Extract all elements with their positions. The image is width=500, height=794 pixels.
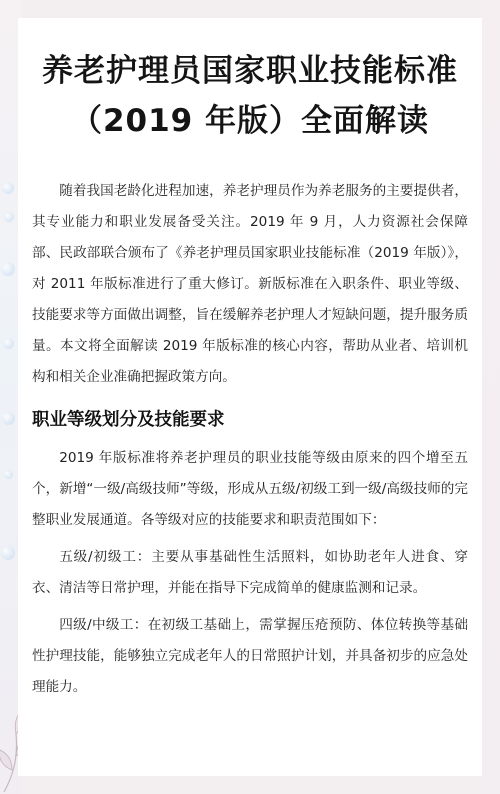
decorative-bubble (1, 546, 15, 560)
section-paragraph-3: 四级/中级工：在初级工基础上，需掌握压疮预防、体位转换等基础性护理技能，能够独立完成老年人的日常照护计划，并具备初步的应急处理能力。 (32, 617, 468, 695)
right-background-strip (480, 0, 500, 794)
intro-paragraph: 随着我国老龄化进程加速，养老护理员作为养老服务的主要提供者，其专业能力和职业发展备受关注。2019 年 9 月，人力资源社会保障部、民政部联合颁布了《养老护理员国家职业技能标准（2019 年版）》，对 2011 年版标准进行了重大修订。新版标准在入职条件、职业等级、技能要求等方面做出调整，旨在缓解养老护理人才短缺问题，提升服务质量。本文将全面解读 2019 年版标准的核心内容，帮助从业者、培训机构和相关企业准确把握政策方向。 (32, 183, 468, 385)
section-paragraph-2: 五级/初级工：主要从事基础性生活照料，如协助老年人进食、穿衣、清洁等日常护理，并能在指导下完成简单的健康监测和记录。 (32, 549, 468, 596)
decorative-bubble (4, 212, 14, 222)
article-card (18, 18, 482, 776)
decorative-bubble (4, 470, 13, 479)
article-title-line-1: 养老护理员国家职业技能标准 (42, 53, 458, 89)
section-heading: 职业等级划分及技能要求 (32, 410, 225, 430)
decorative-bubble (2, 182, 14, 194)
section-paragraph-1: 2019 年版标准将养老护理员的职业技能等级由原来的四个增至五个，新增“一级/高级技师”等级，形成从五级/初级工到一级/高级技师的完整职业发展通道。各等级对应的技能要求和职责范围如下： (32, 450, 468, 528)
decorative-bubble (2, 412, 15, 425)
decorative-bubble (1, 262, 15, 276)
article-body (32, 176, 468, 703)
decorative-bubble (3, 338, 14, 349)
article-title-line-2: （2019 年版）全面解读 (70, 103, 430, 139)
